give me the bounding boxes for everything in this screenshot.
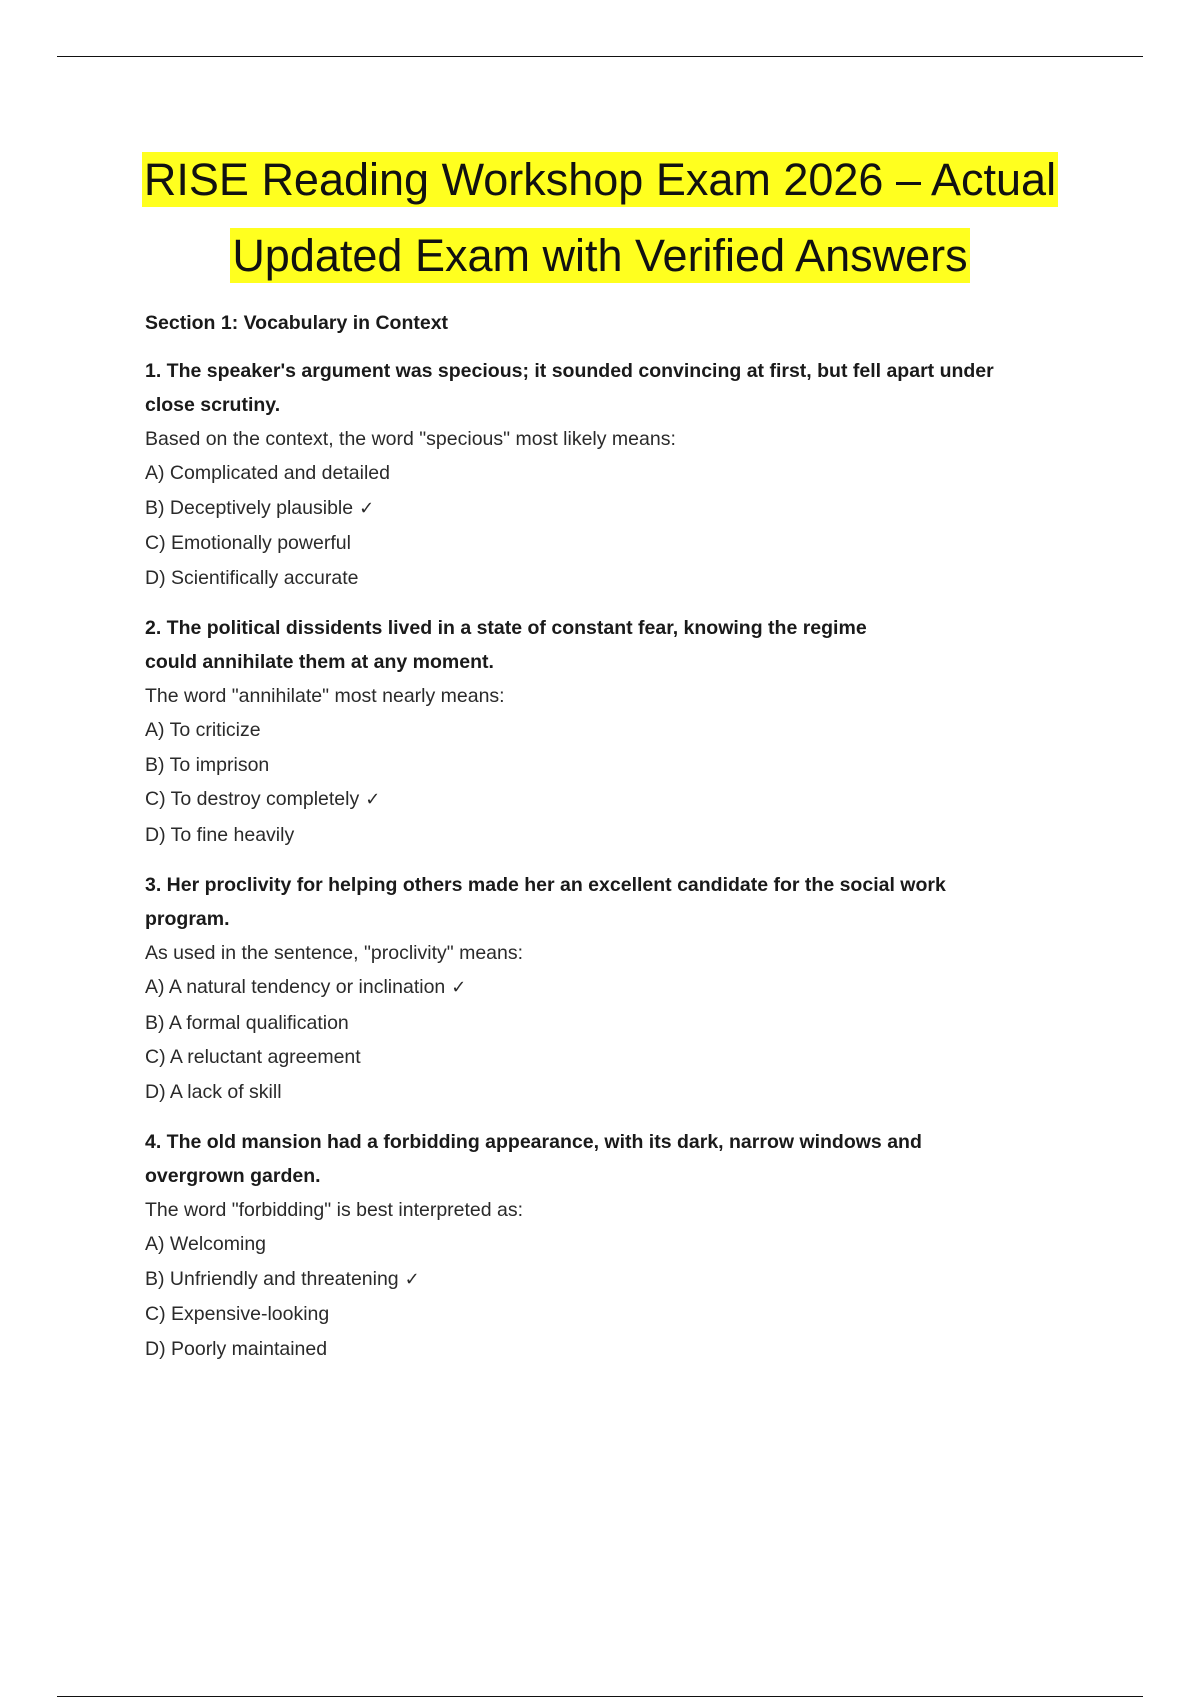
top-rule	[57, 56, 1143, 57]
answer-option-label: D) Poorly maintained	[145, 1337, 328, 1360]
answer-option-label: B) A formal qualification	[145, 1011, 349, 1034]
answer-option-label: C) To destroy completely	[145, 788, 360, 810]
answer-option-correct	[145, 970, 1105, 1006]
answer-option	[145, 1006, 1105, 1041]
answer-option-label: C) A reluctant agreement	[145, 1046, 361, 1068]
bottom-rule	[57, 1696, 1143, 1697]
answer-option	[145, 526, 1105, 561]
check-mark-icon: ✓	[365, 789, 381, 810]
answer-option-label: D) A lack of skill	[145, 1080, 282, 1103]
question-prompt: The word "forbidding" is best interpreted as:	[145, 1199, 524, 1221]
document-body	[145, 306, 1105, 1382]
question-stem-line: close scrutiny.	[145, 394, 281, 416]
question-stem-line: could annihilate them at any moment.	[145, 651, 494, 673]
question-stem	[145, 1125, 1105, 1193]
question-stem-line: program.	[145, 908, 230, 930]
answer-option-label: C) Emotionally powerful	[145, 532, 351, 554]
check-mark-icon: ✓	[451, 977, 467, 998]
question-stem-line: 4. The old mansion had a forbidding appearance, with its dark, narrow windows and	[145, 1131, 922, 1153]
question-3	[145, 868, 1105, 1109]
check-mark-icon: ✓	[404, 1268, 420, 1290]
question-stem	[145, 611, 1105, 679]
question-1	[145, 354, 1105, 595]
answer-option-label: A) To criticize	[145, 719, 261, 741]
answer-option	[145, 713, 1105, 748]
section-heading: Section 1: Vocabulary in Context	[145, 312, 449, 334]
answer-option	[145, 456, 1105, 491]
answer-option	[145, 1297, 1105, 1332]
title-line-2: Updated Exam with Verified Answers	[232, 230, 968, 281]
answer-option	[145, 561, 1105, 596]
answer-option-label: A) Complicated and detailed	[145, 462, 390, 484]
question-stem-line: 2. The political dissidents lived in a state of constant fear, knowing the regime	[145, 617, 867, 639]
question-stem-line: 1. The speaker's argument was specious; it sounded convincing at first, but fell apart under	[145, 360, 994, 382]
answer-option-correct	[145, 1262, 1105, 1298]
answer-option	[145, 1227, 1105, 1262]
answer-option-label: D) To fine heavily	[145, 823, 295, 846]
answer-option-correct	[145, 782, 1105, 818]
question-prompt: As used in the sentence, "proclivity" means:	[145, 942, 524, 964]
answer-option	[145, 1075, 1105, 1110]
question-stem-line: overgrown garden.	[145, 1165, 321, 1187]
answer-option-label: B) To imprison	[145, 753, 270, 776]
answer-option-label: A) Welcoming	[145, 1233, 267, 1255]
answer-option-correct	[145, 491, 1105, 527]
title-line-1: RISE Reading Workshop Exam 2026 – Actual	[143, 154, 1057, 205]
answer-option-label: B) Deceptively plausible	[145, 496, 354, 519]
answer-option	[145, 1332, 1105, 1367]
answer-option-label: C) Expensive-looking	[145, 1303, 330, 1325]
answer-option	[145, 1040, 1105, 1075]
answer-option	[145, 818, 1105, 853]
check-mark-icon: ✓	[359, 497, 375, 519]
question-prompt: The word "annihilate" most nearly means:	[145, 685, 505, 707]
question-stem	[145, 354, 1105, 422]
answer-option	[145, 748, 1105, 783]
answer-option-label: D) Scientifically accurate	[145, 566, 359, 589]
answer-option-label: A) A natural tendency or inclination	[145, 976, 446, 998]
question-4	[145, 1125, 1105, 1366]
answer-option-label: B) Unfriendly and threatening	[145, 1267, 399, 1290]
question-stem-line: 3. Her proclivity for helping others made her an excellent candidate for the social work	[145, 874, 946, 896]
question-prompt: Based on the context, the word "specious" most likely means:	[145, 428, 676, 450]
page-title	[0, 142, 1200, 294]
question-stem	[145, 868, 1105, 936]
question-2	[145, 611, 1105, 852]
